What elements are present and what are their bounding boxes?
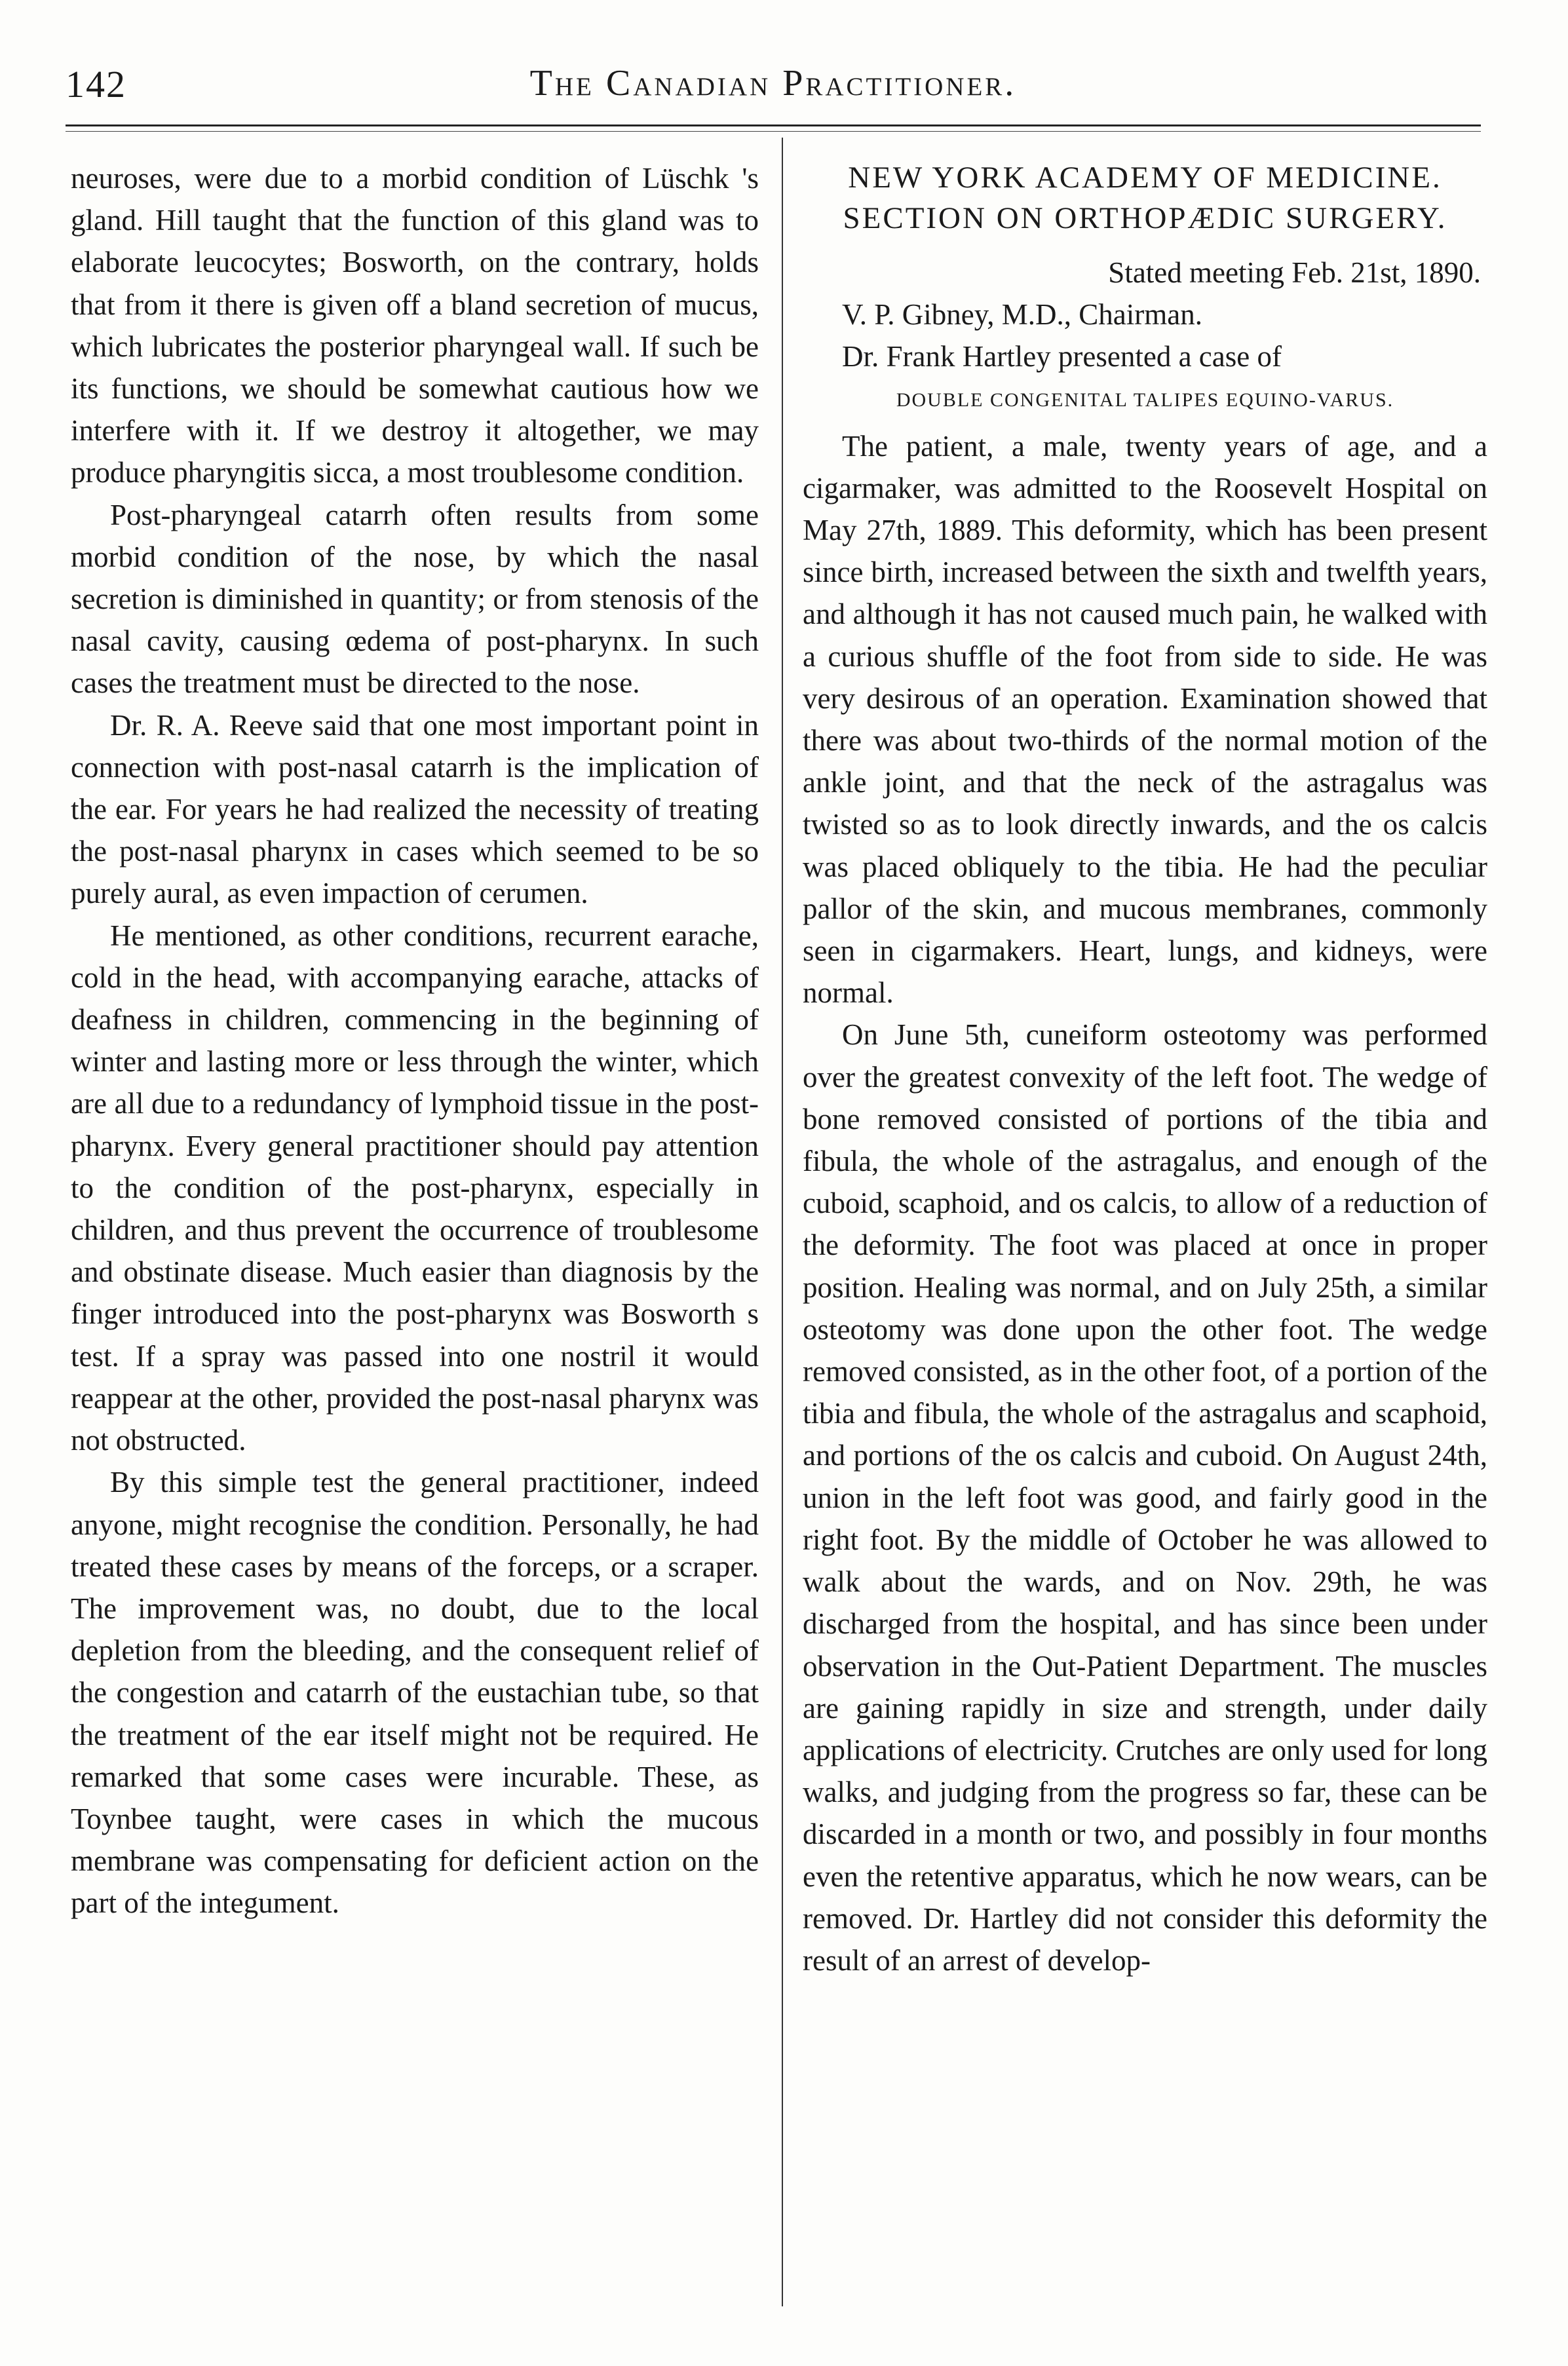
page-number: 142	[66, 63, 126, 105]
presented-line: Dr. Frank Hartley presented a case of	[842, 340, 1282, 373]
journal-title: The Canadian Practitioner.	[529, 63, 1017, 104]
paragraph: Post-pharyngeal catarrh often results from some morbid condition of the nose, by which the nasal secretion is diminished in quantity; or from stenosis of the nasal cavity, causing œdema of post-pharynx. In such cases the treatment must be directed to the nose.	[71, 498, 759, 700]
meeting-date: Stated meeting Feb. 21st, 1890.	[1108, 256, 1481, 289]
paragraph: On June 5th, cuneiform osteotomy was performed over the greatest convexity of the left foot. The wedge of bone removed consisted of portions of the tibia and fibula, the whole of the astragalus, and enough of the cuboid, scaphoid, and os calcis, to allow of a reduction of the deformity. The foot was placed at once in proper position. Healing was normal, and on July 25th, a similar osteotomy was done upon the other foot. The wedge removed consisted, as in the other foot, of a portion of the tibia and fibula, the whole of the astragalus and scaphoid, and portions of the os calcis and cuboid. On August 24th, union in the left foot was good, and fairly good in the right foot. By the middle of October he was allowed to walk about the wards, and on Nov. 29th, he was discharged from the hospital, and has since been under observation in the Out-Patient Department. The muscles are gaining rapidly in size and strength, under daily applications of electricity. Crutches are only used for long walks, and judging from the progress so far, these can be discarded in a month or two, and possibly in four months even the retentive apparatus, which he now wears, can be removed. Dr. Hartley did not consider this deformity the result of an arrest of develop-	[803, 1018, 1487, 1977]
paragraph: The patient, a male, twenty years of age, and a cigarmaker, was admitted to the Roosevelt Hospital on May 27th, 1889. This deformity, which has been present since birth, increased between the sixth and twelfth years, and although it has not caused much pain, he walked with a curious shuffle of the foot from side to side. He was very desirous of an operation. Examination showed that there was about two-thirds of the normal motion of the ankle joint, and that the neck of the astragalus was twisted so as to look directly inwards, and the os calcis was placed obliquely to the tibia. He had the peculiar pallor of the skin, and mucous membranes, commonly seen in cigarmakers. Heart, lungs, and kidneys, were normal.	[803, 429, 1487, 1010]
chairman-line: V. P. Gibney, M.D., Chairman.	[842, 298, 1202, 332]
paragraph: He mentioned, as other conditions, recurrent earache, cold in the head, with accompanying earache, attacks of deafness in children, commencing in the beginning of winter and lasting more or less through the winter, which are all due to a redundancy of lymphoid tissue in the post-pharynx. Every general practitioner should pay attention to the condition of the post-pharynx, especially in children, and thus prevent the occurrence of troublesome and obstinate disease. Much easier than diagnosis by the finger introduced into the post-pharynx was Bosworth s test. If a spray was passed into one nostril it would reappear at the other, provided the post-nasal pharynx was not obstructed.	[71, 919, 759, 1457]
paragraph: By this simple test the general practitioner, indeed anyone, might recognise the condition. Personally, he had treated these cases by means of the forceps, or a scraper. The improvement was, no doubt, due to the local depletion from the bleeding, and the consequent relief of the congestion and catarrh of the eustachian tube, so that the treatment of the ear itself might not be required. He remarked that some cases were incurable. These, as Toynbee taught, were cases in which the mucous membrane was compensating for deficient action on the part of the integument.	[71, 1466, 759, 1920]
paragraph: neuroses, were due to a morbid condition of Lüschk 's gland. Hill taught that the function of this gland was to elaborate leucocytes; Bosworth, on the contrary, holds that from it there is given off a bland secretion of mucus, which lubricates the posterior pharyngeal wall. If such be its functions, we should be somewhat cautious how we interfere with it. If we destroy it altogether, we may produce pharyngitis sicca, a most troublesome condition.	[71, 162, 759, 489]
right-column	[803, 157, 1487, 1981]
running-head	[66, 62, 1481, 115]
case-title: DOUBLE CONGENITAL TALIPES EQUINO-VARUS.	[896, 389, 1394, 411]
paragraph: Dr. R. A. Reeve said that one most important point in connection with post-nasal catarrh is the implication of the ear. For years he had realized the necessity of treating the post-nasal pharynx in cases which seemed to be so purely aural, as even impaction of cerumen.	[71, 708, 759, 910]
section-heading: NEW YORK ACADEMY OF MEDICINE. SECTION ON ORTHOPÆDIC SURGERY.	[843, 161, 1447, 235]
header-rule-thin	[66, 131, 1481, 132]
header-rule	[66, 124, 1481, 126]
left-column	[71, 157, 759, 1924]
column-divider	[782, 138, 783, 2306]
